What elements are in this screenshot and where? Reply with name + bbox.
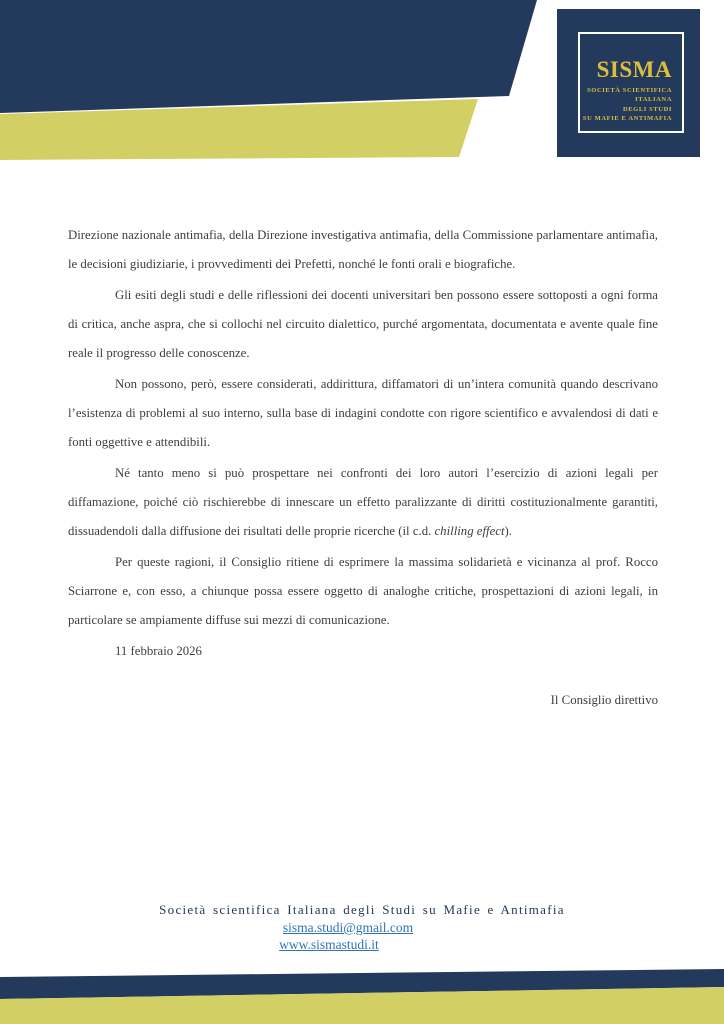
paragraph-text: ). [504,524,512,538]
logo-subline: SU MAFIE E ANTIMAFIA [582,114,672,122]
paragraph-text: Né tanto meno si può prospettare nei confronti dei loro autori l’esercizio di azioni legali per diffamazione, poiché ciò rischierebbe di innescare un effetto paralizzante di diritti costituzionalmente garantiti, dissuadendoli dalla diffusione dei risultati delle proprie ricerche (il c.d. [68,466,658,538]
letter-date: 11 febbraio 2026 [115,644,202,658]
logo-text-block [583,57,672,123]
paragraph: Gli esiti degli studi e delle riflessioni dei docenti universitari ben possono essere sottoposti a ogni forma di critica, anche aspra, che si collochi nel circuito dialettico, purché argomentata, documentata e avente quale fine reale il progresso delle conoscenze. [68,288,658,360]
logo-subline: SOCIETÀ SCIENTIFICA [587,87,672,94]
paragraph: Non possono, però, essere considerati, addirittura, diffamatori di un’intera comunità quando descrivano l’esistenza di problemi al suo interno, sulla base di indagini condotte con rigore scientifico e avvalendosi di dati e fonti oggettive e attendibili. [68,377,658,449]
website-link[interactable]: www.sismastudi.it [279,937,379,952]
footer-email-line [0,919,710,937]
email-link[interactable]: sisma.studi@gmail.com [282,919,414,935]
italic-term: chilling effect [434,524,505,538]
logo-subline: ITALIANA [635,96,672,104]
footer-lime-band [0,987,724,1024]
footer-org-name: Società scientifica Italiana degli Studi su Mafie e Antimafia [159,902,565,917]
header-lime-band [0,99,478,160]
signature-line: Il Consiglio direttivo [550,693,658,707]
paragraph: Direzione nazionale antimafia, della Direzione investigativa antimafia, della Commissione parlamentare antimafia, le decisioni giudiziarie, i provvedimenti dei Prefetti, nonché le fonti orali e biografiche. [68,228,658,271]
sisma-logo [557,9,700,157]
footer-website-line [0,936,691,954]
page-footer [0,901,724,954]
letter-body [68,221,658,715]
paragraph: Per queste ragioni, il Consiglio ritiene di esprimere la massima solidarietà e vicinanza al prof. Rocco Sciarrone e, con esso, a chiunque possa essere oggetto di analoghe critiche, prospettazioni di azioni legali, in particolare se ampiamente diffuse sui mezzi di comunicazione. [68,555,658,627]
logo-subline: DEGLI STUDI [622,105,672,113]
footer-navy-band [0,969,724,999]
header-navy-band [0,0,537,113]
logo-wordmark: SISMA [596,57,672,82]
paragraph [68,459,658,546]
